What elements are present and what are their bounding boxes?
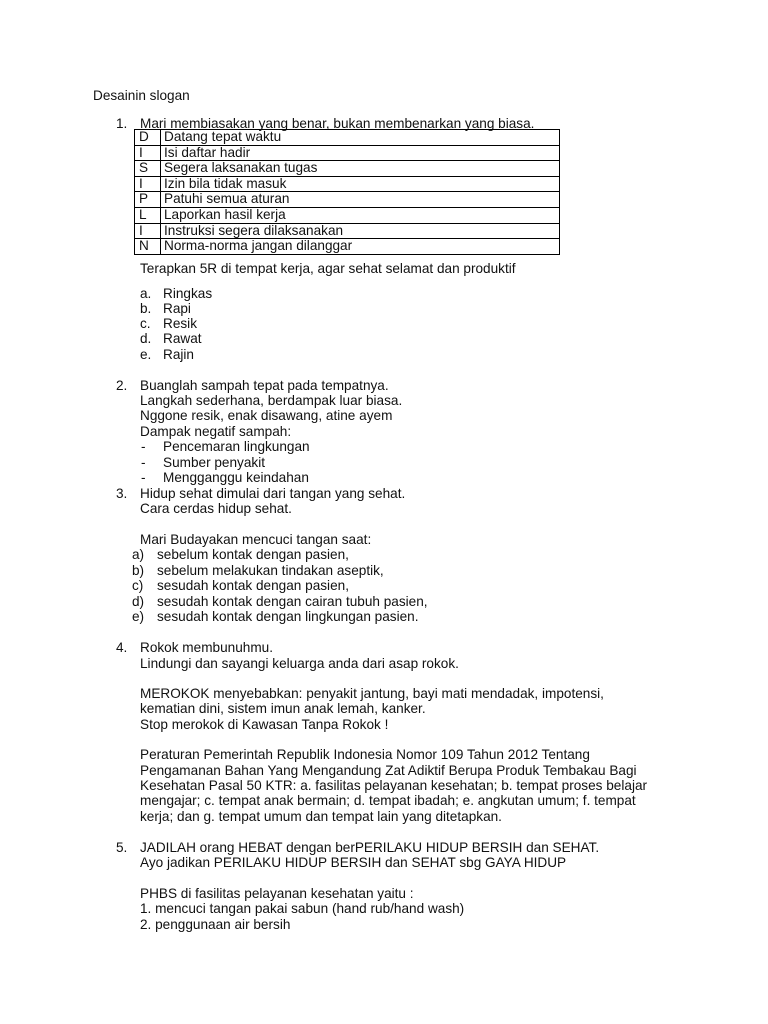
list-item: sebelum melakukan tindakan aseptik,	[157, 563, 384, 578]
list-item: Ringkas	[163, 286, 213, 301]
paragraph-line: Langkah sederhana, berdampak luar biasa.	[140, 393, 403, 408]
list-item: sesudah kontak dengan cairan tubuh pasien,	[157, 594, 428, 609]
paragraph-line: Peraturan Pemerintah Republik Indonesia Nomor 109 Tahun 2012 Tentang	[140, 747, 590, 762]
paragraph-line: MEROKOK menyebabkan: penyakit jantung, bayi mati mendadak, impotensi,	[140, 686, 604, 701]
paragraph-line: mengajar; c. tempat anak bermain; d. tempat ibadah; e. angkutan umum; f. tempat	[140, 793, 636, 808]
list-item: Rawat	[163, 331, 202, 346]
table-text: Norma-norma jangan dilanggar	[161, 239, 560, 255]
disiplin-table	[134, 129, 560, 255]
table-row	[135, 223, 560, 239]
list-item: Mengganggu keindahan	[163, 470, 309, 485]
item-5-number: 5.	[116, 840, 128, 855]
table-row	[135, 207, 560, 223]
paragraph-line: kerja; dan g. tempat umum dan tempat lain yang ditetapkan.	[140, 809, 502, 824]
list-item: sesudah kontak dengan lingkungan pasien.	[157, 609, 419, 624]
table-text: Datang tepat waktu	[161, 130, 560, 146]
table-text: Izin bila tidak masuk	[161, 176, 560, 192]
table-letter: P	[135, 192, 161, 208]
list-item: Rajin	[163, 347, 194, 362]
table-text: Isi daftar hadir	[161, 145, 560, 161]
table-letter: D	[135, 130, 161, 146]
paragraph-line: Mari Budayakan mencuci tangan saat:	[140, 532, 372, 547]
paragraph-line: Pengamanan Bahan Yang Mengandung Zat Adiktif Berupa Produk Tembakau Bagi	[140, 763, 637, 778]
list-item: Rapi	[163, 301, 191, 316]
paragraph-line: Rokok membunuhmu.	[140, 640, 273, 655]
list-item: sebelum kontak dengan pasien,	[157, 547, 349, 562]
paragraph-line: Nggone resik, enak disawang, atine ayem	[140, 408, 393, 423]
table-text: Patuhi semua aturan	[161, 192, 560, 208]
paragraph-line: Buanglah sampah tepat pada tempatnya.	[140, 378, 389, 393]
table-letter: I	[135, 145, 161, 161]
paragraph-line: Dampak negatif sampah:	[140, 424, 292, 439]
paragraph-line: PHBS di fasilitas pelayanan kesehatan yaitu :	[140, 886, 414, 901]
list-marker: b.	[140, 301, 152, 316]
table-row	[135, 176, 560, 192]
paragraph-line: Cara cerdas hidup sehat.	[140, 501, 292, 516]
table-letter: I	[135, 176, 161, 192]
list-marker: a.	[140, 286, 152, 301]
table-letter: N	[135, 239, 161, 255]
table-row	[135, 239, 560, 255]
list-marker: b)	[132, 563, 145, 578]
item-1-number: 1.	[116, 116, 128, 131]
paragraph-line: Lindungi dan sayangi keluarga anda dari asap rokok.	[140, 656, 459, 671]
list-marker: c.	[140, 316, 151, 331]
table-text: Instruksi segera dilaksanakan	[161, 223, 560, 239]
list-marker: -	[141, 439, 146, 454]
list-marker: c)	[132, 578, 144, 593]
paragraph-line: kematian dini, sistem imun anak lemah, kanker.	[140, 701, 426, 716]
paragraph-line: JADILAH orang HEBAT dengan berPERILAKU HIDUP BERSIH dan SEHAT.	[140, 840, 600, 855]
list-marker: e)	[132, 609, 145, 624]
list-marker: a)	[132, 547, 145, 562]
item-2-number: 2.	[116, 378, 128, 393]
table-row	[135, 161, 560, 177]
list-marker: e.	[140, 347, 152, 362]
list-marker: -	[141, 455, 146, 470]
paragraph-line: Kesehatan Pasal 50 KTR: a. fasilitas pelayanan kesehatan; b. tempat proses belajar	[140, 778, 648, 793]
list-item: sesudah kontak dengan pasien,	[157, 578, 349, 593]
table-letter: L	[135, 207, 161, 223]
five-r-intro: Terapkan 5R di tempat kerja, agar sehat selamat dan produktif	[140, 261, 516, 276]
paragraph-line: Hidup sehat dimulai dari tangan yang sehat.	[140, 486, 406, 501]
table-letter: I	[135, 223, 161, 239]
list-item: Pencemaran lingkungan	[163, 439, 310, 454]
table-letter: S	[135, 161, 161, 177]
list-marker: d)	[132, 594, 145, 609]
paragraph-line: Ayo jadikan PERILAKU HIDUP BERSIH dan SEHAT sbg GAYA HIDUP	[140, 855, 567, 870]
list-item: Sumber penyakit	[163, 455, 266, 470]
list-item: Resik	[163, 316, 197, 331]
table-row	[135, 192, 560, 208]
table-text: Segera laksanakan tugas	[161, 161, 560, 177]
list-marker: d.	[140, 331, 152, 346]
list-marker: -	[141, 470, 146, 485]
table-row	[135, 145, 560, 161]
paragraph-line: 1. mencuci tangan pakai sabun (hand rub/hand wash)	[140, 901, 465, 916]
table-text: Laporkan hasil kerja	[161, 207, 560, 223]
table-row	[135, 130, 560, 146]
document-title: Desainin slogan	[93, 88, 190, 103]
paragraph-line: 2. penggunaan air bersih	[140, 917, 291, 932]
item-3-number: 3.	[116, 486, 128, 501]
paragraph-line: Stop merokok di Kawasan Tanpa Rokok !	[140, 717, 389, 732]
item-4-number: 4.	[116, 640, 128, 655]
item-1-heading: Mari membiasakan yang benar, bukan membenarkan yang biasa.	[140, 116, 535, 131]
